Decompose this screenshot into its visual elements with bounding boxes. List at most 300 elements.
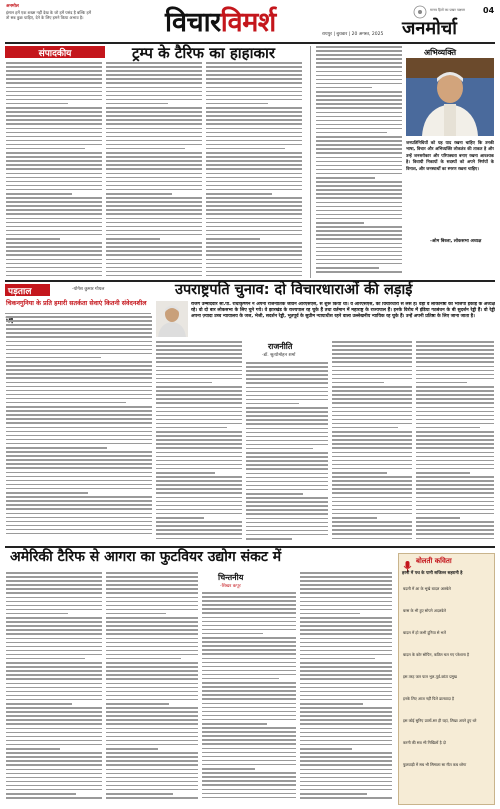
text-line: [332, 349, 412, 351]
text-line: [106, 699, 198, 701]
poem-line: करनी की सब भी निखिलों है दो: [403, 740, 446, 745]
text-line: [6, 132, 102, 134]
text-line: [206, 132, 302, 134]
text-line: [300, 764, 392, 766]
text-line: [106, 572, 198, 574]
text-line: [6, 576, 102, 578]
text-line: [246, 411, 328, 413]
text-line: [156, 492, 242, 494]
poem-line: बरस के भी हुए सोपने अदलवेले: [403, 608, 446, 613]
text-line: [106, 678, 198, 680]
padtaal-body: [6, 316, 152, 541]
text-line: [6, 427, 152, 429]
text-line: [316, 128, 402, 130]
text-line: [202, 715, 296, 717]
text-line: [6, 402, 126, 404]
text-line: [106, 662, 198, 664]
text-line: [300, 769, 392, 771]
text-line: [106, 707, 198, 709]
text-line: [300, 654, 392, 656]
text-line: [332, 427, 398, 429]
text-line: [202, 686, 296, 688]
text-line: [156, 538, 242, 540]
text-line: [6, 769, 102, 771]
text-line: [202, 707, 296, 709]
text-line: [316, 116, 402, 118]
text-line: [206, 128, 302, 130]
text-line: [106, 91, 202, 93]
text-line: [6, 160, 102, 162]
text-line: [246, 423, 328, 425]
text-line: [6, 316, 152, 318]
text-line: [6, 646, 102, 648]
text-line: [6, 128, 102, 130]
text-line: [106, 66, 202, 68]
text-line: [246, 489, 328, 491]
text-line: [6, 488, 152, 490]
text-line: [6, 382, 152, 384]
text-line: [206, 193, 272, 195]
text-line: [202, 723, 267, 725]
text-line: [332, 501, 412, 503]
text-line: [246, 440, 328, 442]
text-line: [156, 345, 242, 347]
bottom-author: -शिखर कपूर: [220, 584, 241, 589]
text-line: [206, 87, 302, 89]
text-line: [156, 398, 242, 400]
text-line: [6, 373, 152, 375]
text-line: [6, 525, 152, 527]
text-line: [6, 629, 102, 631]
text-line: [316, 144, 402, 146]
text-line: [106, 736, 198, 738]
text-line: [206, 173, 302, 175]
text-line: [6, 756, 102, 758]
text-line: [416, 394, 494, 396]
text-line: [106, 642, 198, 644]
text-line: [300, 572, 392, 574]
text-line: [316, 271, 402, 273]
text-line: [106, 152, 202, 154]
text-line: [206, 259, 302, 261]
text-line: [246, 473, 328, 475]
text-line: [6, 435, 152, 437]
text-line: [6, 164, 102, 166]
text-line: [156, 460, 242, 462]
speaker-photo: [406, 58, 494, 136]
text-line: [202, 768, 255, 770]
text-line: [6, 87, 102, 89]
text-line: [332, 382, 384, 384]
text-line: [106, 781, 198, 783]
text-line: [246, 513, 328, 515]
lead-body-col2: [246, 362, 328, 544]
text-line: [106, 687, 198, 689]
text-line: [106, 584, 198, 586]
text-line: [106, 789, 198, 791]
text-line: [246, 485, 328, 487]
editorial-headline: ट्रम्प के टैरिफ का हाहाकार: [132, 44, 276, 62]
text-line: [316, 193, 402, 195]
text-line: [6, 588, 102, 590]
text-line: [6, 691, 102, 693]
text-line: [6, 613, 68, 615]
text-line: [332, 521, 412, 523]
text-line: [202, 698, 296, 700]
text-line: [332, 468, 412, 470]
text-line: [6, 740, 102, 742]
text-line: [106, 242, 202, 244]
text-line: [156, 447, 242, 449]
text-line: [300, 597, 392, 599]
text-line: [202, 608, 296, 610]
text-line: [206, 91, 302, 93]
text-line: [156, 419, 242, 421]
text-line: [206, 218, 302, 220]
text-line: [246, 526, 328, 528]
text-line: [6, 193, 72, 195]
text-line: [416, 402, 494, 404]
text-line: [6, 793, 76, 795]
text-line: [6, 732, 102, 734]
text-line: [106, 613, 166, 615]
text-line: [106, 111, 202, 113]
text-line: [300, 744, 392, 746]
text-line: [332, 480, 412, 482]
text-line: [6, 463, 152, 465]
text-line: [332, 374, 412, 376]
text-line: [246, 538, 292, 540]
text-line: [6, 439, 152, 441]
text-line: [6, 95, 102, 97]
text-line: [202, 748, 296, 750]
text-line: [332, 505, 412, 507]
text-line: [416, 452, 494, 454]
bottom-body-col1: [6, 572, 102, 804]
text-line: [106, 82, 202, 84]
text-line: [316, 157, 402, 159]
text-line: [246, 395, 328, 397]
text-line: [6, 467, 152, 469]
text-line: [156, 366, 242, 368]
text-line: [246, 452, 328, 454]
text-line: [316, 222, 364, 224]
text-line: [6, 650, 102, 652]
text-line: [416, 341, 494, 343]
text-line: [6, 592, 102, 594]
text-line: [6, 394, 152, 396]
poem-line: इस तरह जल पाल भूल-पूर्व-कांटा प्रमुख: [403, 674, 457, 679]
text-line: [6, 529, 152, 531]
text-line: [300, 642, 392, 644]
text-line: [6, 781, 102, 783]
text-line: [316, 54, 402, 56]
text-line: [206, 209, 302, 211]
text-line: [202, 658, 296, 660]
text-line: [6, 82, 102, 84]
column-divider: [310, 46, 311, 278]
text-line: [6, 789, 102, 791]
text-line: [6, 638, 102, 640]
text-line: [106, 74, 202, 76]
text-line: [106, 617, 198, 619]
text-line: [6, 267, 102, 269]
text-line: [206, 119, 302, 121]
text-line: [156, 480, 242, 482]
text-line: [206, 115, 302, 117]
text-line: [156, 443, 242, 445]
poem-line: बदली में आ के भूखे बादल अलबेले: [403, 586, 451, 591]
poem-label: बोलती कविता: [416, 557, 452, 565]
text-line: [300, 797, 392, 799]
text-line: [106, 62, 202, 64]
text-line: [300, 617, 392, 619]
text-line: [106, 267, 202, 269]
text-line: [106, 764, 198, 766]
text-line: [416, 443, 494, 445]
text-line: [300, 580, 392, 582]
text-line: [106, 115, 202, 117]
text-line: [206, 230, 302, 232]
text-line: [202, 633, 263, 635]
text-line: [316, 148, 402, 150]
text-line: [156, 411, 242, 413]
text-line: [202, 600, 296, 602]
text-line: [6, 687, 102, 689]
text-line: [332, 452, 412, 454]
text-line: [106, 777, 198, 779]
text-line: [106, 144, 202, 146]
text-line: [206, 238, 260, 240]
text-line: [6, 451, 152, 453]
text-line: [316, 226, 402, 228]
text-line: [206, 189, 302, 191]
text-line: [6, 678, 102, 680]
text-line: [106, 605, 198, 607]
text-line: [316, 197, 402, 199]
text-line: [106, 785, 198, 787]
text-line: [332, 460, 412, 462]
text-line: [106, 592, 198, 594]
text-line: [202, 756, 296, 758]
text-line: [300, 638, 392, 640]
text-line: [300, 592, 392, 594]
text-line: [300, 781, 392, 783]
text-line: [332, 484, 412, 486]
text-line: [416, 517, 460, 519]
masthead-tagline: इंसान हमें एक शख्स नहीं देख के जो हमें पसंद है बल्कि हमें तो सब कुछ चाहिए, देने के लिए हमने किया अभाव है।: [6, 10, 92, 20]
text-line: [106, 621, 198, 623]
text-line: [316, 87, 372, 89]
text-line: [6, 683, 102, 685]
text-line: [106, 238, 160, 240]
text-line: [206, 78, 302, 80]
text-line: [206, 263, 302, 265]
text-line: [316, 91, 402, 93]
text-line: [202, 743, 296, 745]
text-line: [246, 468, 328, 470]
text-line: [156, 533, 242, 535]
text-line: [300, 711, 392, 713]
text-line: [202, 797, 296, 799]
bottom-headline: अमेरिकी टैरिफ से आगरा का फुटवियर उद्योग संकट में: [10, 549, 282, 565]
text-line: [332, 361, 412, 363]
text-line: [416, 370, 494, 372]
text-line: [206, 197, 302, 199]
text-line: [6, 484, 152, 486]
text-line: [300, 740, 392, 742]
text-line: [316, 251, 402, 253]
text-line: [106, 609, 198, 611]
text-line: [106, 95, 202, 97]
text-line: [202, 649, 296, 651]
text-line: [6, 601, 102, 603]
text-line: [316, 177, 375, 179]
text-line: [416, 353, 494, 355]
text-line: [106, 136, 202, 138]
text-line: [416, 488, 494, 490]
text-line: [246, 415, 328, 417]
text-line: [156, 341, 242, 343]
text-line: [6, 111, 102, 113]
pm-photo: [156, 301, 188, 337]
text-line: [416, 423, 494, 425]
text-line: [206, 164, 302, 166]
text-line: [6, 699, 102, 701]
text-line: [6, 74, 102, 76]
text-line: [106, 140, 202, 142]
text-line: [156, 509, 242, 511]
text-line: [6, 226, 102, 228]
text-line: [416, 378, 494, 380]
text-line: [6, 406, 152, 408]
text-line: [106, 719, 198, 721]
text-line: [106, 793, 173, 795]
text-line: [202, 637, 296, 639]
text-line: [106, 156, 202, 158]
text-line: [6, 410, 152, 412]
masthead: [0, 0, 500, 44]
text-line: [206, 140, 302, 142]
text-line: [202, 764, 296, 766]
text-line: [246, 501, 328, 503]
text-line: [246, 460, 328, 462]
text-line: [106, 654, 198, 656]
text-line: [206, 160, 302, 162]
text-line: [316, 173, 402, 175]
text-line: [6, 492, 88, 494]
text-line: [300, 777, 392, 779]
text-line: [316, 95, 402, 97]
text-line: [416, 456, 494, 458]
text-line: [6, 349, 152, 351]
text-line: [206, 181, 302, 183]
text-line: [106, 638, 198, 640]
text-line: [206, 226, 302, 228]
text-line: [300, 683, 392, 685]
text-line: [202, 666, 296, 668]
text-line: [206, 250, 302, 252]
text-line: [316, 120, 402, 122]
text-line: [106, 209, 202, 211]
text-line: [332, 345, 412, 347]
text-line: [202, 670, 296, 672]
text-line: [6, 711, 102, 713]
text-line: [316, 50, 402, 52]
text-line: [316, 58, 402, 60]
text-line: [106, 99, 202, 101]
text-line: [106, 732, 198, 734]
text-line: [6, 658, 85, 660]
text-line: [106, 128, 202, 130]
text-line: [106, 646, 198, 648]
text-line: [202, 604, 296, 606]
text-line: [6, 234, 102, 236]
text-line: [332, 443, 412, 445]
text-line: [106, 160, 202, 162]
text-line: [316, 181, 402, 183]
text-line: [416, 509, 494, 511]
text-line: [156, 361, 242, 363]
text-line: [6, 156, 102, 158]
text-line: [6, 123, 102, 125]
text-line: [300, 699, 392, 701]
masthead-title: [165, 2, 276, 39]
text-line: [106, 246, 202, 248]
text-line: [332, 357, 412, 359]
text-line: [316, 103, 402, 105]
text-line: [6, 773, 102, 775]
text-line: [246, 448, 313, 450]
text-line: [106, 197, 202, 199]
text-line: [246, 382, 328, 384]
text-line: [106, 670, 198, 672]
lead-headline: उपराष्ट्रपति चुनाव: दो विचारधाराओं की लड़ाई: [175, 282, 413, 298]
text-line: [106, 691, 198, 693]
opinion-attribution: -ओम बिरला, लोकसभा अध्यक्ष: [430, 239, 482, 244]
text-line: [206, 222, 302, 224]
text-line: [246, 444, 328, 446]
text-line: [6, 719, 102, 721]
text-line: [332, 366, 412, 368]
poem-line: फुलवाड़ी में सब भी सिमाला सा गीत कब धरेगा: [403, 762, 467, 767]
text-line: [300, 609, 392, 611]
text-line: [246, 518, 328, 520]
text-line: [316, 189, 402, 191]
text-line: [106, 119, 202, 121]
text-line: [6, 66, 102, 68]
text-line: [206, 70, 302, 72]
text-line: [6, 513, 152, 515]
text-line: [156, 423, 242, 425]
text-line: [156, 382, 212, 384]
text-line: [246, 366, 328, 368]
text-line: [6, 168, 102, 170]
text-line: [332, 464, 412, 466]
text-line: [202, 662, 296, 664]
text-line: [246, 481, 328, 483]
text-line: [106, 633, 198, 635]
text-line: [106, 752, 198, 754]
text-line: [416, 357, 494, 359]
text-line: [332, 407, 412, 409]
text-line: [6, 496, 152, 498]
text-line: [206, 107, 302, 109]
text-line: [316, 107, 402, 109]
text-line: [416, 468, 494, 470]
text-line: [202, 653, 296, 655]
padtaal-rule: [5, 313, 151, 314]
